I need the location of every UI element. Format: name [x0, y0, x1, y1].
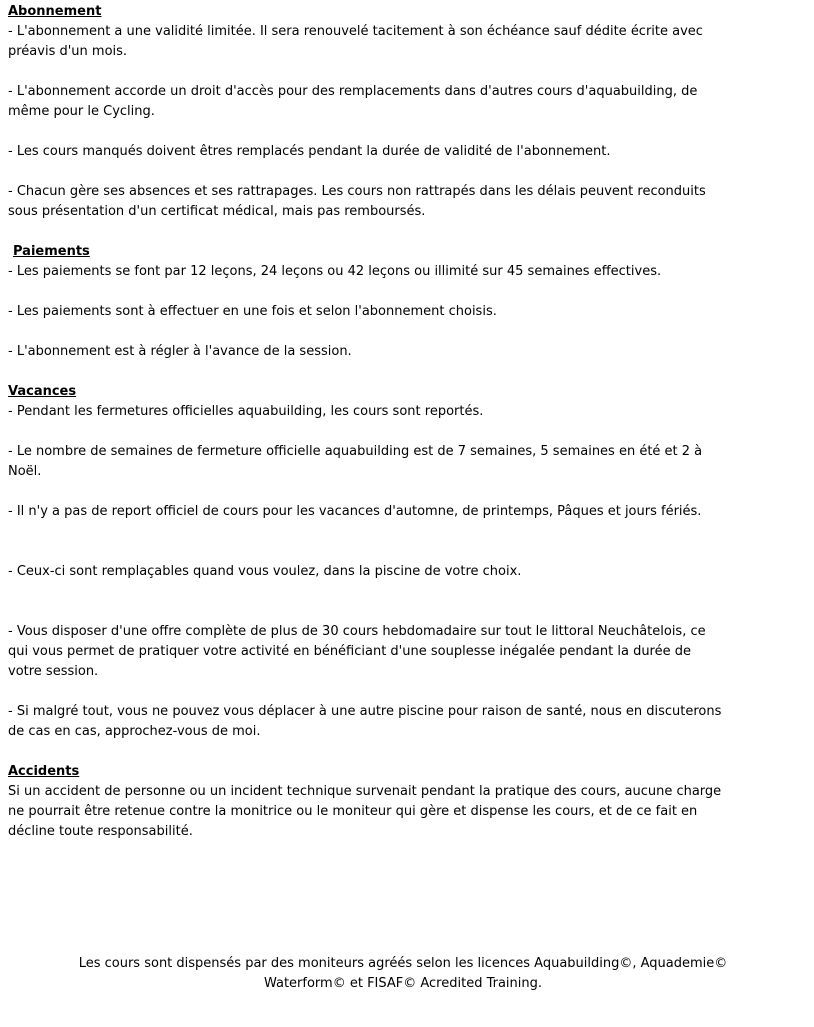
- abonnement-paragraph-3: - Les cours manqués doivent êtres remplacés pendant la durée de validité de l'abonnement.: [8, 144, 611, 159]
- paiements-paragraph-2: - Les paiements sont à effectuer en une fois et selon l'abonnement choisis.: [8, 304, 497, 319]
- vacances-paragraph-6: - Si malgré tout, vous ne pouvez vous déplacer à une autre piscine pour raison de santé, nous en discuterons de cas en cas, approchez-vous de moi.: [8, 704, 722, 739]
- document-body: [8, 2, 798, 842]
- paiements-paragraph-1: - Les paiements se font par 12 leçons, 24 leçons ou 42 leçons ou illimité sur 45 semaines effectives.: [8, 264, 662, 279]
- abonnement-paragraph-1: - L'abonnement a une validité limitée. Il sera renouvelé tacitement à son échéance sauf dédite écrite avec préavis d'un mois.: [8, 24, 703, 59]
- vacances-paragraph-3: - Il n'y a pas de report officiel de cours pour les vacances d'automne, de printemps, Pâques et jours fériés.: [8, 504, 702, 519]
- paiements-paragraph-3: - L'abonnement est à régler à l'avance de la session.: [8, 344, 352, 359]
- abonnement-paragraph-4: - Chacun gère ses absences et ses rattrapages. Les cours non rattrapés dans les délais peuvent reconduits sous présentation d'un certificat médical, mais pas remboursés.: [8, 184, 706, 219]
- heading-paiements: Paiements: [13, 244, 90, 259]
- vacances-paragraph-2: - Le nombre de semaines de fermeture officielle aquabuilding est de 7 semaines, 5 semaines en été et 2 à Noël.: [8, 444, 703, 479]
- vacances-paragraph-5: - Vous disposer d'une offre complète de plus de 30 cours hebdomadaire sur tout le littoral Neuchâtelois, ce qui vous permet de pratiquer votre activité en bénéficiant d'une souplesse inégalée pendant la durée de votre session.: [8, 624, 706, 679]
- abonnement-paragraph-2: - L'abonnement accorde un droit d'accès pour des remplacements dans d'autres cours d'aquabuilding, de même pour le Cycling.: [8, 84, 698, 119]
- accidents-paragraph-1: Si un accident de personne ou un incident technique survenait pendant la pratique des cours, aucune charge ne pourrait être retenue contre la monitrice ou le moniteur qui gère et dispense les cours, et de ce fait en décline toute responsabilité.: [8, 784, 722, 839]
- footer-licences: Les cours sont dispensés par des moniteurs agréés selon les licences Aquabuilding©, Aquademie© Waterform© et FISAF© Acredited Training.: [78, 956, 728, 991]
- heading-accidents: Accidents: [8, 764, 80, 779]
- heading-vacances: Vacances: [8, 384, 77, 399]
- heading-abonnement: Abonnement: [8, 4, 102, 19]
- vacances-paragraph-1: - Pendant les fermetures officielles aquabuilding, les cours sont reportés.: [8, 404, 484, 419]
- vacances-paragraph-4: - Ceux-ci sont remplaçables quand vous voulez, dans la piscine de votre choix.: [8, 564, 522, 579]
